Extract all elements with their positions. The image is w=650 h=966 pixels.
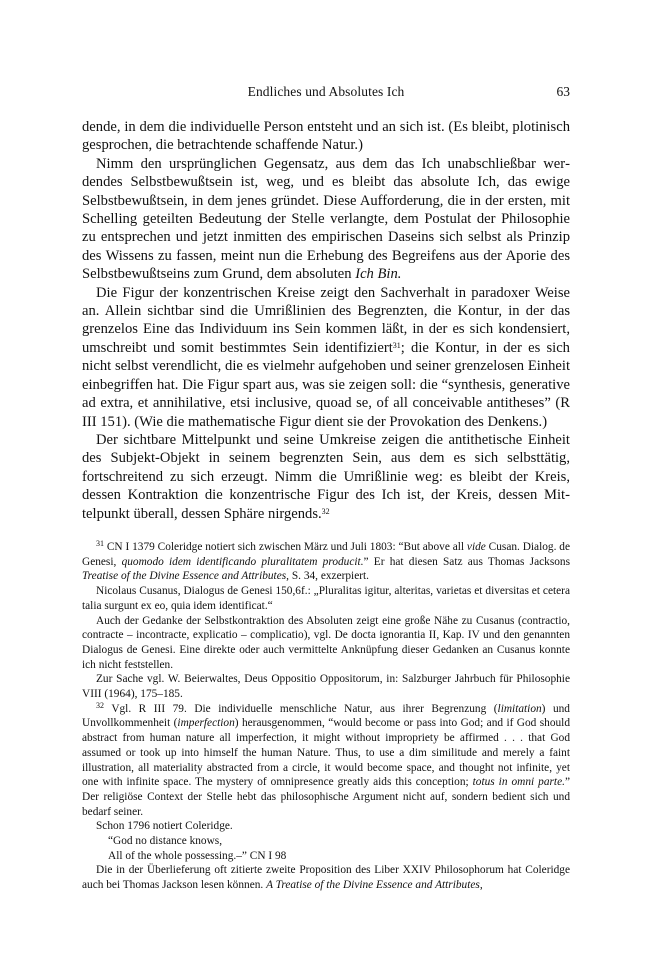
footnote-32-italic-a: limitation (497, 702, 542, 715)
footnote-32-paragraph-3-italic: A Treatise of the Divine Essence and Attributes, (266, 879, 483, 892)
footnote-31-text-a: CN I 1379 Coleridge notiert sich zwischen März und Juli 1803: “But above all (104, 541, 467, 553)
paragraph-2-text: Nimm den ursprünglichen Gegensatz, aus dem das Ich unabschließbar werdendes Selbstbewußtsein ist, weg, und es bleibt das absolute Ich, das ewige Selbstbewußtsein, in dem jenes gründet. Diese Aufforderung, die in der ersten, mit Schelling geteilten Bedeutung der Stelle verlangte, dem Postulat der Philosophie zu entsprechen und jetzt inmitten des empirischen Daseins sich selbst als Prinzip des Wissens zu fassen, meint nun die Erhebung des Begreifens aus der Aporie des Selbstbewußtseins zum Grund, dem absoluten (82, 155, 570, 283)
footnote-32-text-b: ) und Unvollkommenheit ( (82, 702, 570, 730)
footnote-31-number: 31 (96, 539, 104, 548)
paragraph-3-text-a: Die Figur der konzentrischen Kreise zeigt den Sachverhalt in paradoxer Weise an. Allein sichtbar sind die Umrißlinien des Begrenzten, die Kontur, in der das grenzelos Eine das Individuum ins Sein kommen läßt, in der es sich kondensiert, umschreibt und somit bestimmtes Sein identifiziert (82, 284, 570, 356)
running-title: Endliches und Absolutes Ich (247, 84, 405, 99)
footnote-32-paragraph-3 (82, 863, 570, 892)
footnote-31-paragraph-2: Nicolaus Cusanus, Dialogus de Genesi 150,6f.: „Pluralitas igitur, alteritas, varietas et diversitas et cetera talia surgunt ex eo, quia idem identificat.“ (82, 585, 570, 612)
page-number: 63 (556, 84, 570, 99)
footnotes (82, 540, 570, 893)
footnote-31-paragraph-4: Zur Sache vgl. W. Beierwaltes, Deus Oppositio Oppositorum, in: Salzburger Jahrbuch für Philosophie VIII (1964), 175–185. (82, 673, 570, 701)
footnote-31-text-c: ” Er hat diesen Satz aus Thomas Jacksons (363, 555, 570, 568)
footnote-32-text-d: ” Der religiöse Context der Stelle hebt das philosophische Argument nicht auf, sondern bedient sich und bedarf seiner. (82, 776, 570, 818)
footnote-31 (82, 540, 570, 584)
footnote-31-text-d: S. 34, exzerpiert. (289, 570, 370, 583)
footnote-31-italic-a: vide (466, 541, 486, 553)
footnote-32-text-c: ) herausgenommen, “would become or pass into God; and if God should abstract from human nature all imperfection, it might without impropriety be affirmed . . . that God assumed or took up into himself the human Nature. Thus, to use a dim similitude and merely a faint illustration, all materiality abstracted from a circle, it would become space, and thought not infinite, yet one with infinite space. The mystery of omnipresence greatly aids this conception; (82, 717, 570, 789)
main-text (82, 118, 570, 523)
footnote-32-paragraph-2: Schon 1796 notiert Coleridge. (96, 820, 233, 833)
footnote-32-italic-b: imperfection (177, 717, 235, 730)
footnote-ref-31: 31 (392, 340, 401, 350)
paragraph-4-text: Der sichtbare Mittelpunkt und seine Umkreise zeigen die antithetische Einheit des Subjekt-Objekt in seinem begrenzten Sein, aus dem es sich selbsttätig, fortschreitend zu sich erzeugt. Nimm die Umrißlinie weg: es bleibt der Kreis, dessen Kontraktion die konzentrische Figur des Ich ist, der Kreis, dessen Mittelpunkt überall, dessen Sphäre nirgends. (82, 431, 570, 522)
paragraph-2-italic: Ich Bin. (355, 266, 402, 283)
paragraph-3 (82, 284, 570, 431)
footnote-31-paragraph-3: Auch der Gedanke der Selbstkontraktion des Absoluten zeigt eine große Nähe zu Cusanus (contractio, contracte – incontracte, explicatio – complicatio), vgl. De docta ignorantia II, Kap. IV und den genannten Dialogus de Genesi. Eine direkte oder auch vermittelte Anknüpfung dieser Gedanken an Cusanus konnte ich nicht feststellen. (82, 614, 570, 671)
footnote-32-number: 32 (96, 700, 104, 710)
paragraph-3-text-b: ; die Kontur, in der es sich nicht selbst verendlicht, die es vielmehr aufgehoben und seiner grenzelosen Einheit einbegriffen hat. Die Figur spart aus, was sie zeigen soll: die “synthesis, generative ad extra, et annihilative, etsi inclusive, quoad se, of all conceivable antitheses” (R III 151). (Wie die mathematische Figur dient sie der Provokation des Denkens.) (82, 339, 570, 430)
page-header (82, 84, 570, 104)
footnote-31-italic-b: quomodo idem identificando pluralitatem producit. (121, 555, 364, 568)
footnote-ref-32: 32 (321, 506, 330, 516)
footnote-32-verse-line-1: “God no distance knows, (108, 835, 223, 848)
footnote-32-italic-c: totus in omni parte. (472, 776, 565, 789)
footnote-32-paragraph-3-text: Die in der Überlieferung oft zitierte zweite Proposition des Liber XXIV Philosophorum hat Coleridge auch bei Thomas Jackson lesen können. (82, 864, 570, 892)
footnote-32-text-a: Vgl. R III 79. Die individuelle menschliche Natur, aus ihrer Begrenzung ( (104, 702, 498, 715)
paragraph-2 (82, 155, 570, 284)
paragraph-4 (82, 431, 570, 523)
footnote-31-italic-c: Treatise of the Divine Essence and Attributes, (82, 570, 289, 583)
paragraph-1: dende, in dem die individuelle Person entsteht und an sich ist. (Es bleibt, plotinisch gesprochen, die betrachtende schaffende Natur.) (82, 119, 570, 154)
footnote-31-text-b: Cusan. Dialog. de Genesi, (82, 541, 570, 568)
footnote-32 (82, 702, 570, 820)
footnote-32-verse-line-2: All of the whole possessing.–” CN I 98 (108, 849, 287, 862)
